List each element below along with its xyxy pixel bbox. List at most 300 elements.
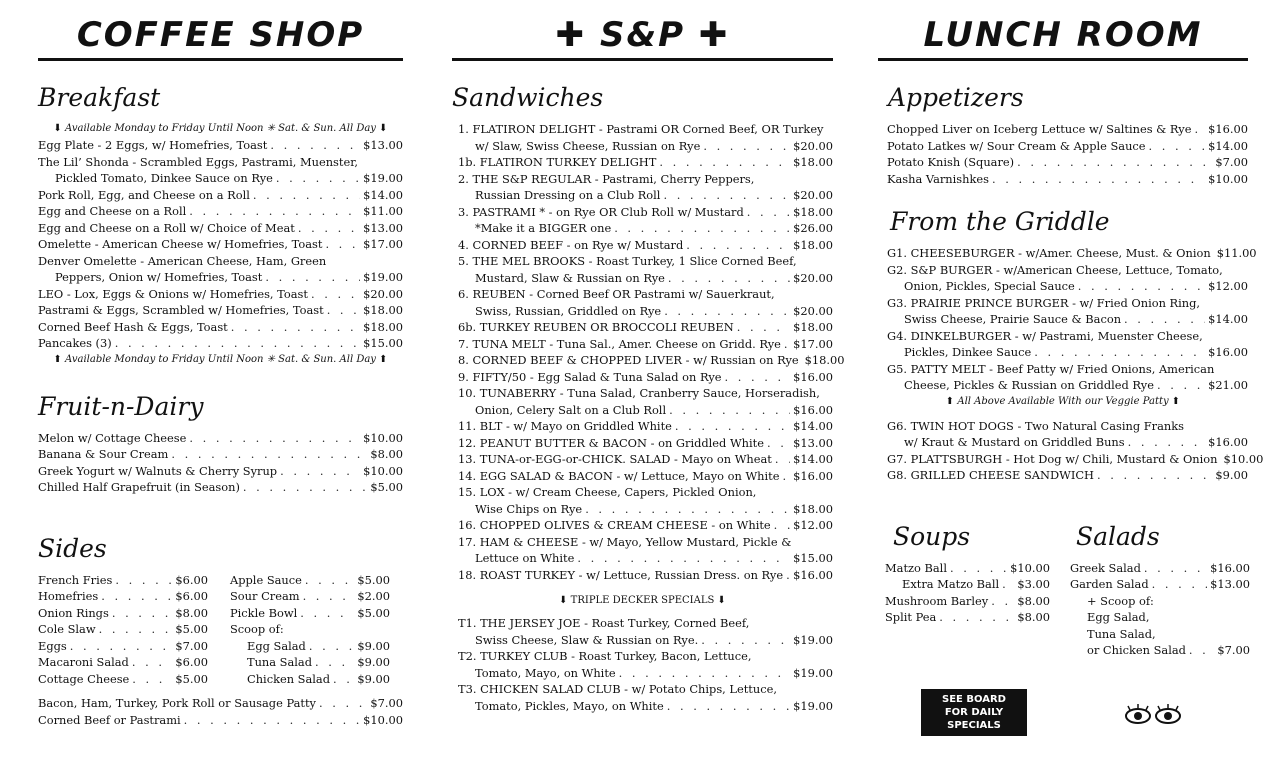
menu-item-price: $18.00 [793,155,833,169]
menu-item-name: French Fries [38,572,113,587]
dot-leader [786,567,790,584]
menu-item [887,278,1248,295]
menu-item-price: $8.00 [175,605,208,620]
dot-leader [619,665,790,682]
menu-item-price: $6.00 [175,655,208,669]
menu-item [38,479,403,496]
menu-item-price: $9.00 [1215,468,1248,482]
menu-item-price: $16.00 [793,402,833,417]
menu-item-price: $18.00 [793,501,833,516]
menu-item [38,137,403,154]
menu-item-name: Kasha Varnishkes [887,171,989,186]
menu-item-price: $19.00 [363,270,403,284]
dot-leader [939,609,1014,626]
menu-item-name: 4. CORNED BEEF - on Rye w/ Mustard [458,237,684,252]
coffee-shop-title: COFFEE SHOP [76,15,365,55]
menu-item-name: Pickle Bowl [230,605,298,620]
dot-leader [319,695,367,712]
menu-item [458,418,833,435]
menu-item-price: $19.00 [363,171,403,185]
menu-item [38,335,403,352]
menu-item-name: Split Pea [885,610,937,624]
menu-item-name: Pastrami & Eggs, Scrambled w/ Homefries, Toast [38,303,324,317]
sides-columns [38,572,403,688]
menu-item-name: 13. TUNA-or-EGG-or-CHICK. SALAD - Mayo on Wheat [458,452,772,466]
dot-leader [747,204,790,221]
menu-item [458,352,845,369]
fruit-dairy-list [38,430,403,496]
menu-item-price: $9.00 [357,655,390,669]
menu-item [458,319,833,336]
breakfast-availability-note: ⬇ Available Monday to Friday Until Noon ✳ Sat. & Sun. All Day ⬇ [53,123,388,134]
menu-item-price: $18.00 [793,204,833,219]
menu-item [458,468,833,485]
menu-item-name: 16. CHOPPED OLIVES & CREAM CHEESE - on White [458,518,771,532]
dot-leader [1157,377,1205,394]
menu-item-price: $20.00 [793,138,833,153]
menu-item-name: G7. PLATTSBURGH - Hot Dog w/ Chili, Mustard & Onion [887,451,1218,466]
dot-leader [303,588,355,605]
menu-item [458,385,833,402]
dot-leader [171,446,367,463]
menu-item [230,654,390,671]
divider [452,58,833,61]
menu-item [458,698,833,715]
menu-item-name: Egg and Cheese on a Roll [38,204,187,218]
dot-leader [659,154,790,171]
menu-item [887,245,1257,262]
menu-item [458,534,833,551]
menu-item-price: $8.00 [1017,593,1050,608]
menu-item-name: 5. THE MEL BROOKS - Roast Turkey, 1 Slice Corned Beef, [458,254,797,268]
menu-item-name: Bacon, Ham, Turkey, Pork Roll or Sausage Patty [38,696,316,710]
triple-decker-list [452,615,833,714]
menu-item-name: Russian Dressing on a Club Roll [475,188,661,202]
menu-item-name: or Chicken Salad [1087,643,1186,657]
menu-item-price: $5.00 [175,622,208,636]
menu-item-price: $16.00 [1208,435,1248,449]
menu-item-name: w/ Slaw, Swiss Cheese, Russian on Rye [475,138,701,153]
dot-leader [585,501,790,518]
menu-item-name: Pancakes (3) [38,336,112,350]
menu-item-name: 6b. TURKEY REUBEN OR BROCCOLI REUBEN [458,320,734,334]
menu-item-price: $19.00 [793,632,833,647]
menu-item [458,435,833,452]
menu-item [458,567,833,584]
menu-item-price: $13.00 [363,138,403,152]
menu-item [38,605,208,622]
menu-item [1070,593,1250,610]
soups-salads [878,520,1248,659]
appetizers-heading: Appetizers [888,83,1024,112]
menu-item [38,588,208,605]
dot-leader [101,588,172,605]
dot-leader [115,335,360,352]
menu-item-price: $16.00 [793,369,833,384]
fruit-dairy-heading: Fruit-n-Dairy [38,391,204,421]
dot-leader [1152,576,1207,593]
menu-item-price: $2.00 [357,589,390,603]
menu-item-name: G8. GRILLED CHEESE SANDWICH [887,468,1094,482]
dot-leader [265,269,360,286]
menu-item-price: $17.00 [363,237,403,251]
menu-item [230,588,390,605]
menu-item [38,430,403,447]
menu-item-name: Chopped Liver on Iceberg Lettuce w/ Saltines & Rye [887,122,1192,136]
menu-item-price: $9.00 [357,671,390,686]
menu-item-name: 15. LOX - w/ Cream Cheese, Capers, Pickled Onion, [458,485,757,499]
menu-item-price: $10.00 [1208,171,1248,186]
menu-item-price: $19.00 [793,665,833,680]
menu-item-price: $15.00 [793,551,833,565]
menu-item-price: $8.00 [1017,610,1050,624]
menu-item-price: $16.00 [1208,345,1248,359]
menu-item-name: Sour Cream [230,589,300,603]
menu-item [230,638,390,655]
menu-item-name: Greek Yogurt w/ Walnuts & Cherry Syrup [38,463,278,478]
dot-leader [309,638,355,655]
menu-item-price: $7.00 [175,638,208,653]
menu-item-name: 14. EGG SALAD & BACON - w/ Lettuce, Mayo on White [458,468,780,483]
menu-item-name: T3. CHICKEN SALAD CLUB - w/ Potato Chips, Lettuce, [458,682,777,696]
menu-item [458,286,833,303]
menu-item [458,303,833,320]
menu-item-price: $19.00 [793,698,833,713]
menu-item-name: 11. BLT - w/ Mayo on Griddled White [458,419,672,433]
menu-item-price: $7.00 [1217,643,1250,657]
menu-item [38,654,208,671]
menu-item-name: 9. FIFTY/50 - Egg Salad & Tuna Salad on Rye [458,369,722,384]
menu-item-price: $16.00 [793,468,833,483]
menu-item-name: 3. PASTRAMI * - on Rye OR Club Roll w/ Mustard [458,204,744,219]
menu-item-name: 18. ROAST TURKEY - w/ Lettuce, Russian Dress. on Rye [458,567,784,582]
dot-leader [298,220,360,237]
menu-item-price: $18.00 [793,237,833,252]
menu-item [230,605,390,622]
menu-item [458,501,833,518]
dot-leader [767,435,790,452]
daily-specials-badge: SEE BOARD FOR DAILY SPECIALS [921,689,1027,736]
dot-leader [1149,138,1206,155]
menu-item [458,237,833,254]
menu-item [1070,576,1250,593]
menu-item [887,262,1248,279]
menu-item-name: Corned Beef or Pastrami [38,712,181,727]
menu-item-price: $5.00 [357,572,390,587]
dot-leader [1189,642,1214,659]
menu-item-price: $15.00 [363,336,403,350]
menu-item-price: $10.00 [363,430,403,445]
menu-item-name: Omelette - American Cheese w/ Homefries, Toast [38,237,323,251]
menu-item [38,253,403,270]
divider [38,58,403,61]
menu-item [458,187,833,204]
dot-leader [675,418,790,435]
menu-item [38,446,403,463]
menu-item [1070,609,1250,626]
dot-leader [1128,434,1206,451]
dot-leader [315,654,354,671]
menu-item-price: $20.00 [793,303,833,318]
menu-item-name: T1. THE JERSEY JOE - Roast Turkey, Corned Beef, [458,616,750,630]
menu-item-name: Swiss, Russian, Griddled on Rye [475,303,662,318]
menu-item [458,517,833,534]
menu-item [887,451,1264,468]
sandwiches-heading: Sandwiches [452,83,604,112]
menu-item-price: $17.00 [793,336,833,351]
menu-item-price: $11.00 [363,204,403,218]
menu-item [458,648,833,665]
menu-item-name: 17. HAM & CHEESE - w/ Mayo, Yellow Mustard, Pickle & [458,534,792,549]
menu-item-price: $10.00 [363,463,403,478]
menu-item-name: Egg Salad [247,638,306,653]
sides-right-list [230,572,390,688]
menu-item-name: 12. PEANUT BUTTER & BACON - on Griddled White [458,435,764,450]
menu-item-price: $5.00 [357,605,390,620]
menu-item-name: G3. PRAIRIE PRINCE BURGER - w/ Fried Onion Ring, [887,295,1201,310]
menu-item [1070,626,1250,643]
menu-item-name: Onion Rings [38,605,109,620]
menu-item-name: Garden Salad [1070,577,1149,591]
breakfast-list [38,137,403,352]
menu-item-price: $20.00 [363,286,403,301]
menu-item [38,572,208,589]
breakfast-availability-note-bottom: ⬆ Available Monday to Friday Until Noon ✳ Sat. & Sun. All Day ⬆ [53,353,388,365]
lunch-room-column [878,0,1264,659]
menu-item-price: $11.00 [1216,246,1257,260]
menu-item [887,361,1248,378]
menu-item [230,572,390,589]
dot-leader [112,605,173,622]
menu-item [458,336,833,353]
menu-item-name: Chicken Salad [247,671,330,686]
menu-item [38,236,403,253]
dot-leader [325,236,360,253]
menu-item-name: Swiss Cheese, Prairie Sauce & Bacon [904,312,1122,326]
dot-leader [270,137,360,154]
menu-item-name: Egg and Cheese on a Roll w/ Choice of Meat [38,220,295,235]
dot-leader [664,303,790,320]
menu-item [458,171,833,188]
menu-item-price: $9.00 [357,638,390,653]
menu-item-name: Eggs [38,638,67,653]
menu-item-price: $14.00 [363,187,403,202]
divider [878,58,1248,61]
menu-item [887,467,1248,484]
dot-leader [701,632,790,649]
menu-item-name: LEO - Lox, Eggs & Onions w/ Homefries, Toast [38,286,308,301]
dot-leader [686,237,790,254]
menu-item-name: G2. S&P BURGER - w/American Cheese, Lettuce, Tomato, [887,262,1223,277]
menu-item-name: Peppers, Onion w/ Homefries, Toast [55,270,263,284]
dot-leader [280,463,360,480]
menu-item-price: $20.00 [793,270,833,285]
salads-list [1070,560,1250,659]
dot-leader [1017,154,1212,171]
menu-item [458,369,833,386]
menu-item-price: $10.00 [363,712,403,727]
dot-leader [775,451,790,468]
menu-item-price: $14.00 [1208,138,1248,153]
menu-item-price: $7.00 [370,696,403,710]
dot-leader [774,517,790,534]
griddle-heading: From the Griddle [890,207,1110,236]
menu-item-name: G4. DINKELBURGER - w/ Pastrami, Muenster Cheese, [887,328,1203,343]
menu-item-name: 1. FLATIRON DELIGHT - Pastrami OR Corned Beef, OR Turkey [458,122,824,136]
menu-item-name: 7. TUNA MELT - Tuna Sal., Amer. Cheese on Gridd. Rye [458,336,781,351]
triple-decker-label: ⬇ TRIPLE DECKER SPECIALS ⬇ [559,595,726,606]
breakfast-heading: Breakfast [38,83,161,112]
soups-list [885,560,1050,626]
sandwiches-list [452,121,845,583]
sides-left-list [38,572,208,688]
menu-item-name: The Lil’ Shonda - Scrambled Eggs, Pastrami, Muenster, [38,154,359,169]
menu-item-name: Cottage Cheese [38,671,130,686]
menu-item [887,418,1248,435]
eyes-icon [1124,704,1184,726]
menu-item-price: $26.00 [793,221,833,235]
menu-item-price: $14.00 [1208,312,1248,326]
menu-item [458,550,833,567]
menu-item-price: $13.00 [1210,577,1250,591]
menu-item [458,270,833,287]
menu-item-name: + Scoop of: [1087,593,1154,608]
menu-item [458,121,833,138]
menu-item-name: Greek Salad [1070,560,1141,575]
dot-leader [333,671,354,688]
menu-item-price: $20.00 [793,188,833,202]
menu-item-name: Potato Knish (Square) [887,155,1015,169]
appetizers-list [878,121,1248,187]
menu-item-price: $3.00 [1017,577,1050,591]
menu-item [458,402,833,419]
menu-item [38,154,403,171]
dot-leader [614,220,790,237]
menu-item-price: $7.00 [1215,155,1248,169]
menu-item-name: Tuna Salad, [1087,626,1156,641]
menu-item-name: Apple Sauce [230,572,302,587]
dot-leader [1097,467,1212,484]
sp-title: ✚ S&P ✚ [555,15,730,55]
dot-leader [132,671,172,688]
menu-item-price: $21.00 [1208,378,1248,392]
dot-leader [1124,311,1205,328]
coffee-shop-column [38,0,403,728]
menu-item-name: Tuna Salad [247,655,313,669]
menu-item-price: $10.00 [1223,451,1264,466]
menu-item [38,621,208,638]
griddle-list-2 [878,418,1264,484]
menu-item-price: $14.00 [793,419,833,433]
dot-leader [992,171,1205,188]
menu-item-name: Cheese, Pickles & Russian on Griddled Rye [904,378,1154,392]
menu-item [38,220,403,237]
menu-item [38,203,403,220]
dot-leader [1034,344,1205,361]
menu-item-name: Potato Latkes w/ Sour Cream & Apple Sauce [887,138,1146,153]
menu-item [38,638,208,655]
menu-item-name: Melon w/ Cottage Cheese [38,430,187,445]
menu-item [38,187,403,204]
menu-item-price: $10.00 [1010,560,1050,575]
menu-item [887,328,1248,345]
menu-item-name: Egg Plate - 2 Eggs, w/ Homefries, Toast [38,138,268,152]
dot-leader [189,203,360,220]
menu-item-price: $16.00 [793,567,833,582]
menu-item [38,712,403,729]
menu-item-name: Scoop of: [230,622,284,636]
menu-item [38,671,208,688]
menu-item [887,138,1248,155]
lunch-room-title: LUNCH ROOM [923,15,1203,55]
veggie-patty-note: ⬆ All Above Available With our Veggie Patty ⬆ [945,395,1181,407]
menu-item-name: Matzo Ball [885,560,947,575]
dot-leader [725,369,791,386]
menu-item [38,269,403,286]
menu-item-name: Denver Omelette - American Cheese, Ham, Green [38,253,327,268]
menu-item [458,484,833,501]
dot-leader [782,468,790,485]
menu-item [885,593,1050,610]
menu-item-name: Banana & Sour Cream [38,447,169,461]
menu-item-name: Mushroom Barley [885,593,989,608]
menu-item-name: w/ Kraut & Mustard on Griddled Buns [904,435,1125,449]
dot-leader [327,302,360,319]
menu-item-price: $18.00 [793,320,833,334]
menu-item-name: G5. PATTY MELT - Beef Patty w/ Fried Onions, American [887,361,1215,376]
menu-item [458,665,833,682]
menu-item [458,632,833,649]
menu-item-name: Egg Salad, [1087,610,1150,624]
menu-item [230,621,390,638]
menu-item-price: $6.00 [175,589,208,603]
menu-item-price: $14.00 [793,452,833,466]
menu-item-name: T2. TURKEY CLUB - Roast Turkey, Bacon, Lettuce, [458,649,752,663]
dot-leader [1144,560,1207,577]
dot-leader [253,187,360,204]
menu-item-name: G6. TWIN HOT DOGS - Two Natural Casing Franks [887,418,1184,433]
menu-item [885,609,1050,626]
dot-leader [669,402,790,419]
menu-item [885,576,1050,593]
menu-item-name: Onion, Pickles, Special Sauce [904,279,1075,293]
menu-item-price: $16.00 [1208,122,1248,136]
menu-item-name: Swiss Cheese, Slaw & Russian on Rye. [475,632,699,647]
menu-item [38,319,403,336]
menu-item [458,220,833,237]
menu-item-name: Tomato, Pickles, Mayo, on White [475,698,664,713]
dot-leader [99,621,173,638]
menu-item [885,560,1050,577]
menu-item-name: Pickled Tomato, Dinkee Sauce on Rye [55,171,273,185]
menu-item-name: Cole Slaw [38,622,96,636]
dot-leader [703,138,790,155]
salads-heading: Salads [1076,521,1160,551]
dot-leader [667,698,790,715]
menu-item [458,204,833,221]
dot-leader [70,638,173,655]
menu-item-name: Homefries [38,589,99,603]
menu-item-price: $13.00 [363,220,403,235]
dot-leader [132,654,173,671]
menu-item-price: $18.00 [804,353,845,367]
menu-item-name: Mustard, Slaw & Russian on Rye [475,270,665,285]
sides-bottom-list [38,695,403,728]
menu-item-name: 8. CORNED BEEF & CHOPPED LIVER - w/ Russian on Rye [458,353,799,367]
menu-item [887,171,1248,188]
menu-item [887,154,1248,171]
menu-item-price: $13.00 [793,435,833,450]
